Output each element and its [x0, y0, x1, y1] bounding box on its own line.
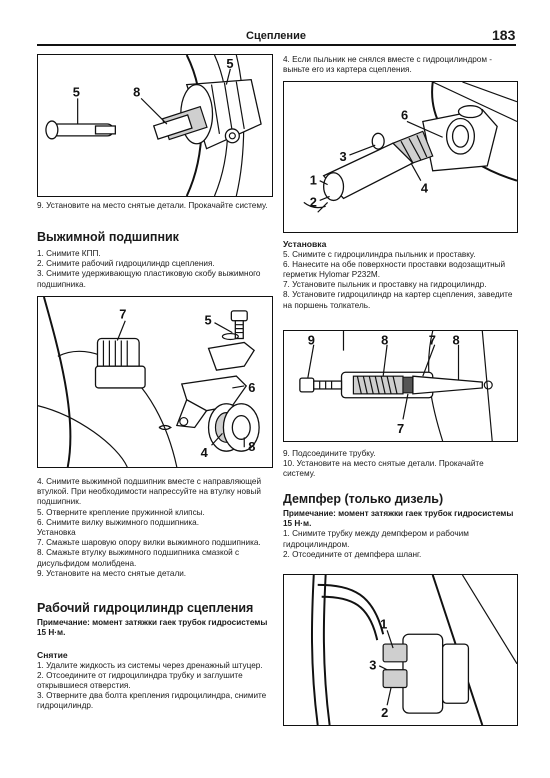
- fig5-callout-1: 1: [380, 616, 388, 632]
- fig3-callout-2: 3: [339, 148, 347, 164]
- list-item: 7. Смажьте шаровую опору вилки выжимного подшипника.: [37, 538, 261, 548]
- fig2-callout-5: 8: [248, 439, 256, 455]
- damper-heading: Демпфер (только дизель): [283, 492, 444, 506]
- fig1-callout-1: 5: [72, 84, 80, 100]
- release-bearing-heading: Выжимной подшипник: [37, 230, 179, 244]
- list-item: 1. Снимите КПП.: [37, 249, 101, 258]
- list-item: 5. Отверните крепление пружинной клипсы.: [37, 507, 205, 517]
- clutch-housing-drawing: [423, 106, 497, 171]
- list-item: 9. Установите на место снятые детали.: [37, 568, 187, 578]
- list-item: 3. Снимите удерживающую пластиковую скобу выжимного подшипника.: [37, 269, 261, 289]
- pushrod-pin-drawing: [46, 121, 115, 139]
- fig1-callout-2: 8: [133, 84, 141, 100]
- list-item: 1. Удалите жидкость из системы через дренажный штуцер.: [37, 660, 263, 670]
- damper-pipes-drawing: [312, 575, 383, 725]
- list-item: 4. Снимите выжимной подшипник вместе с направляющей втулкой. При необходимости напрессуйте на втулку новый подшипник.: [37, 477, 262, 507]
- slave-cylinder-heading: Рабочий гидроцилиндр сцепления: [37, 601, 254, 615]
- list-item: 9. Подсоедините трубку.: [283, 449, 376, 458]
- fig3-callout-4: 2: [309, 194, 317, 210]
- section-title: Сцепление: [246, 30, 306, 42]
- figure-slave-cylinder-pushrod: [37, 54, 273, 197]
- fig3-callout-5: 4: [420, 180, 428, 196]
- fig5-callout-3: 2: [381, 705, 389, 721]
- header-rule: [37, 44, 516, 46]
- fig2-callout-1: 7: [119, 306, 127, 322]
- step-4-text: 4. Если пыльник не снялся вместе с гидроцилиндром - выньте его из картера сцепления.: [283, 55, 492, 75]
- fig4-callout-5: 7: [397, 421, 405, 437]
- removal-label: Снятие: [37, 650, 68, 660]
- fig5-callout-2: 3: [369, 657, 377, 673]
- list-item: 5. Снимите с гидроцилиндра пыльник и проставку.: [283, 249, 476, 259]
- list-item: 2. Отсоедините от гидроцилиндра трубку и заглушите открывшиеся отверстия.: [37, 670, 243, 690]
- list-item: 10. Установите на место снятые детали. Прокачайте систему.: [283, 459, 484, 479]
- slave-cylinder-drawing: [304, 131, 433, 212]
- fig2-callout-3: 6: [248, 379, 256, 395]
- pipe-fitting-drawing: [300, 378, 342, 392]
- fig4-callout-1: 9: [307, 332, 315, 348]
- list-item: 2. Отсоедините от демпфера шланг.: [283, 549, 422, 559]
- damper-torque-note: Примечание: момент затяжки гаек трубок гидросистемы 15 Н·м.: [283, 509, 514, 529]
- damper-unit-drawing: [383, 634, 468, 713]
- cylinder-section-drawing: [342, 372, 493, 398]
- list-item: 1. Снимите трубку между демпфером и рабочим гидроцилиндром.: [283, 529, 469, 549]
- slave-cylinder-drawing: [154, 80, 261, 149]
- list-item: 6. Снимите вилку выжимного подшипника.: [37, 517, 200, 527]
- figure-release-bearing: [37, 296, 273, 468]
- figure-damper: [283, 574, 518, 726]
- fig2-callout-4: 4: [200, 445, 208, 461]
- list-item: 3. Отверните два болта крепления гидроцилиндра, снимите гидроцилиндр.: [37, 691, 267, 711]
- fig4-callout-4: 8: [452, 332, 460, 348]
- fig4-callout-2: 8: [381, 332, 389, 348]
- fig2-callout-2: 5: [204, 312, 212, 328]
- list-item: 6. Нанесите на обе поверхности проставки водозащитный герметик Hylomar P232M.: [283, 259, 506, 279]
- figure-cylinder-section: [283, 330, 518, 442]
- fig3-callout-1: 6: [400, 107, 409, 123]
- list-item: 8. Смажьте втулку выжимного подшипника смазкой с дисульфидом молибдена.: [37, 548, 240, 568]
- fig1-callout-3: 5: [226, 55, 234, 71]
- torque-note: Примечание: момент затяжки гаек трубок гидросистемы 15 Н·м.: [37, 618, 268, 638]
- install-label: Установка: [37, 528, 76, 538]
- input-shaft-drawing: [96, 339, 146, 388]
- fig4-callout-3: 7: [428, 332, 436, 348]
- list-item: 8. Установите гидроцилиндр на картер сцепления, заведите на поршень толкатель.: [283, 290, 513, 310]
- list-item: 2. Снимите рабочий гидроцилиндр сцепления.: [37, 259, 215, 269]
- page-number: 183: [492, 27, 516, 43]
- step-9-text: 9. Установите на место снятые детали. Прокачайте систему.: [37, 201, 268, 210]
- install-label-right: Установка: [283, 239, 327, 249]
- fig3-callout-3: 1: [309, 172, 317, 188]
- list-item: 7. Установите пыльник и проставку на гидроцилиндр.: [283, 280, 487, 290]
- figure-slave-cylinder-boot: [283, 81, 518, 233]
